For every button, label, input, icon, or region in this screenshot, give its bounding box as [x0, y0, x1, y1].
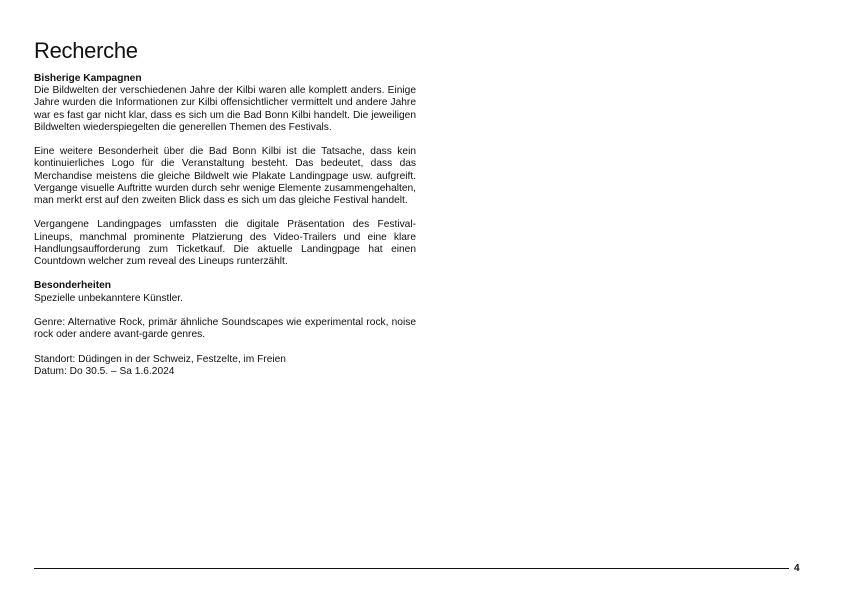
specifics-date: Datum: Do 30.5. – Sa 1.6.2024 — [34, 365, 175, 377]
campaigns-paragraph-1: Die Bildwelten der verschiedenen Jahre der Kilbi waren alle komplett anders. Einige Jahre wurden die Informationen zur Kilbi offensichtlicher vermittelt und andere Jahre war es fast gar nicht klar, dass es sich um die Bad Bonn Kilbi handelt. Die jeweiligen Bildwelten wiederspiegelten die generellen Themen des Festivals. — [34, 85, 416, 133]
campaigns-paragraph-3: Vergangene Landingpages umfassten die digitale Präsentation des Festival-Lineups, manchmal prominente Platzierung des Video-Trailers und eine klare Handlungsaufforderung zum Ticketkauf. Die aktuelle Landingpage hat einen Countdown welcher zum reveal des Lineups runterzählt. — [34, 219, 416, 268]
section-heading-campaigns: Bisherige Kampagnen — [34, 73, 142, 84]
page-number: 4 — [794, 563, 800, 574]
section-heading-specifics: Besonderheiten — [34, 280, 111, 292]
specifics-artists: Spezielle unbekanntere Künstler. — [34, 292, 183, 304]
footer-divider — [34, 568, 789, 569]
specifics-location: Standort: Düdingen in der Schweiz, Festzelte, im Freien — [34, 353, 286, 365]
specifics-genre: Genre: Alternative Rock, primär ähnliche Soundscapes wie experimental rock, noise rock oder andere avant-garde genres. — [34, 317, 416, 341]
campaigns-paragraph-2: Eine weitere Besonderheit über die Bad Bonn Kilbi ist die Tatsache, dass kein kontinuierliches Logo für die Veranstaltung besteht. Das bedeutet, dass das Merchandise meistens die gleiche Bildwelt wie Plakate Landingpage usw. aufgreift. Vergange visuelle Auftritte wurden durch sehr wenige Elemente zusammengehalten, man merkt erst auf den zweiten Blick dass es sich um das gleiche Festival handelt. — [34, 146, 416, 207]
research-content — [34, 73, 416, 378]
page-title: Recherche — [34, 38, 138, 63]
